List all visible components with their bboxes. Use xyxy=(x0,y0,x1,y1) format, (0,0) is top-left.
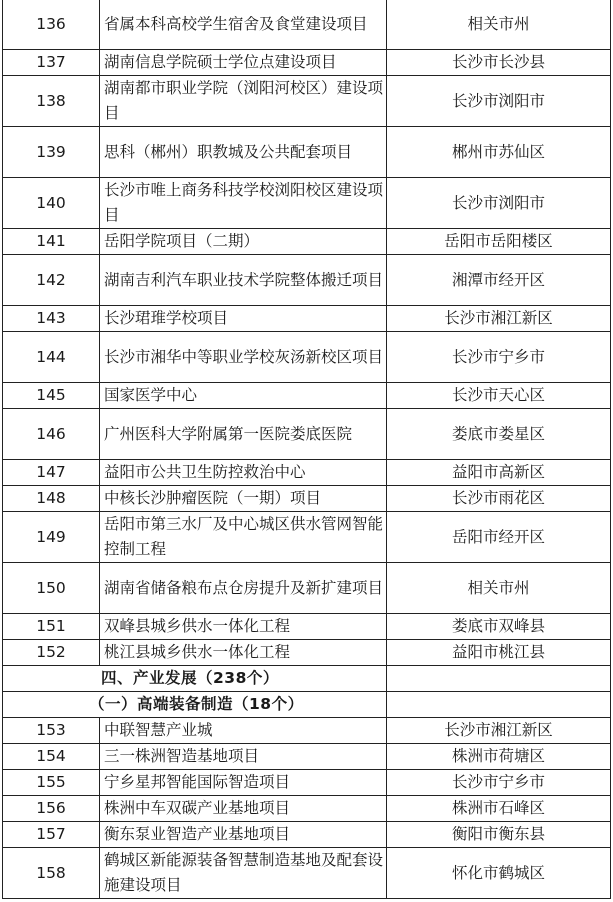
table-row xyxy=(3,306,611,332)
project-name: 岳阳市第三水厂及中心城区供水管网智能控制工程 xyxy=(100,512,387,563)
subsection-row xyxy=(3,692,611,718)
project-location: 相关市州 xyxy=(387,0,611,50)
row-number: 140 xyxy=(3,178,100,229)
project-location: 娄底市娄星区 xyxy=(387,409,611,460)
row-number: 154 xyxy=(3,744,100,770)
project-location: 长沙市浏阳市 xyxy=(387,76,611,127)
row-number: 158 xyxy=(3,848,100,899)
project-name: 桃江县城乡供水一体化工程 xyxy=(100,640,387,666)
project-name: 长沙市唯上商务科技学校浏阳校区建设项目 xyxy=(100,178,387,229)
row-number: 138 xyxy=(3,76,100,127)
project-name: 湖南信息学院硕士学位点建设项目 xyxy=(100,50,387,76)
project-name: 双峰县城乡供水一体化工程 xyxy=(100,614,387,640)
project-name: 中核长沙肿瘤医院（一期）项目 xyxy=(100,486,387,512)
project-name: 中联智慧产业城 xyxy=(100,718,387,744)
row-number: 152 xyxy=(3,640,100,666)
row-number: 147 xyxy=(3,460,100,486)
table-row xyxy=(3,486,611,512)
project-name: 益阳市公共卫生防控救治中心 xyxy=(100,460,387,486)
table-row xyxy=(3,563,611,614)
table-row xyxy=(3,640,611,666)
project-location: 郴州市苏仙区 xyxy=(387,127,611,178)
project-name: 衡东泵业智造产业基地项目 xyxy=(100,822,387,848)
project-name: 湖南省储备粮布点仓房提升及新扩建项目 xyxy=(100,563,387,614)
table-row xyxy=(3,796,611,822)
project-rows-b xyxy=(3,718,611,899)
project-name: 湖南都市职业学院（浏阳河校区）建设项目 xyxy=(100,76,387,127)
row-number: 143 xyxy=(3,306,100,332)
project-name: 思科（郴州）职教城及公共配套项目 xyxy=(100,127,387,178)
row-number: 156 xyxy=(3,796,100,822)
table-row xyxy=(3,744,611,770)
table-row xyxy=(3,50,611,76)
project-rows-a xyxy=(3,0,611,666)
row-number: 148 xyxy=(3,486,100,512)
project-location: 长沙市长沙县 xyxy=(387,50,611,76)
project-location: 衡阳市衡东县 xyxy=(387,822,611,848)
subsection-empty-cell xyxy=(387,692,611,718)
table-row xyxy=(3,383,611,409)
row-number: 137 xyxy=(3,50,100,76)
project-name: 长沙市湘华中等职业学校灰汤新校区项目 xyxy=(100,332,387,383)
project-location: 湘潭市经开区 xyxy=(387,255,611,306)
project-location: 长沙市宁乡市 xyxy=(387,332,611,383)
project-location: 长沙市宁乡市 xyxy=(387,770,611,796)
project-name: 长沙珺琟学校项目 xyxy=(100,306,387,332)
project-location: 岳阳市岳阳楼区 xyxy=(387,229,611,255)
project-name: 鹤城区新能源装备智慧制造基地及配套设施建设项目 xyxy=(100,848,387,899)
row-number: 155 xyxy=(3,770,100,796)
row-number: 157 xyxy=(3,822,100,848)
project-name: 广州医科大学附属第一医院娄底医院 xyxy=(100,409,387,460)
project-location: 株洲市石峰区 xyxy=(387,796,611,822)
table-row xyxy=(3,512,611,563)
row-number: 146 xyxy=(3,409,100,460)
project-location: 长沙市雨花区 xyxy=(387,486,611,512)
table-row xyxy=(3,332,611,383)
project-location: 怀化市鹤城区 xyxy=(387,848,611,899)
section-header-group xyxy=(3,666,611,718)
row-number: 145 xyxy=(3,383,100,409)
row-number: 149 xyxy=(3,512,100,563)
project-name: 省属本科高校学生宿舍及食堂建设项目 xyxy=(100,0,387,50)
project-location: 长沙市湘江新区 xyxy=(387,718,611,744)
table-row xyxy=(3,848,611,899)
row-number: 153 xyxy=(3,718,100,744)
subsection-title: （一）高端装备制造（18个） xyxy=(3,692,387,718)
project-location: 长沙市天心区 xyxy=(387,383,611,409)
row-number: 144 xyxy=(3,332,100,383)
project-location: 长沙市湘江新区 xyxy=(387,306,611,332)
row-number: 150 xyxy=(3,563,100,614)
project-name: 株洲中车双碳产业基地项目 xyxy=(100,796,387,822)
project-name: 国家医学中心 xyxy=(100,383,387,409)
table-row xyxy=(3,255,611,306)
section-row xyxy=(3,666,611,692)
project-location: 相关市州 xyxy=(387,563,611,614)
section-title: 四、产业发展（238个） xyxy=(3,666,387,692)
table-row xyxy=(3,178,611,229)
table-row xyxy=(3,460,611,486)
row-number: 142 xyxy=(3,255,100,306)
project-name: 宁乡星邦智能国际智造项目 xyxy=(100,770,387,796)
project-name: 湖南吉利汽车职业技术学院整体搬迁项目 xyxy=(100,255,387,306)
project-location: 益阳市高新区 xyxy=(387,460,611,486)
table-row xyxy=(3,0,611,50)
table-row xyxy=(3,822,611,848)
project-location: 益阳市桃江县 xyxy=(387,640,611,666)
table-row xyxy=(3,770,611,796)
table-row xyxy=(3,718,611,744)
project-location: 长沙市浏阳市 xyxy=(387,178,611,229)
project-name: 三一株洲智造基地项目 xyxy=(100,744,387,770)
project-location: 娄底市双峰县 xyxy=(387,614,611,640)
row-number: 141 xyxy=(3,229,100,255)
table-row xyxy=(3,409,611,460)
table-row xyxy=(3,614,611,640)
row-number: 151 xyxy=(3,614,100,640)
table-row xyxy=(3,76,611,127)
project-location: 株洲市荷塘区 xyxy=(387,744,611,770)
table-row xyxy=(3,229,611,255)
project-table xyxy=(2,0,611,899)
section-empty-cell xyxy=(387,666,611,692)
project-name: 岳阳学院项目（二期） xyxy=(100,229,387,255)
row-number: 139 xyxy=(3,127,100,178)
project-location: 岳阳市经开区 xyxy=(387,512,611,563)
table-row xyxy=(3,127,611,178)
row-number: 136 xyxy=(3,0,100,50)
